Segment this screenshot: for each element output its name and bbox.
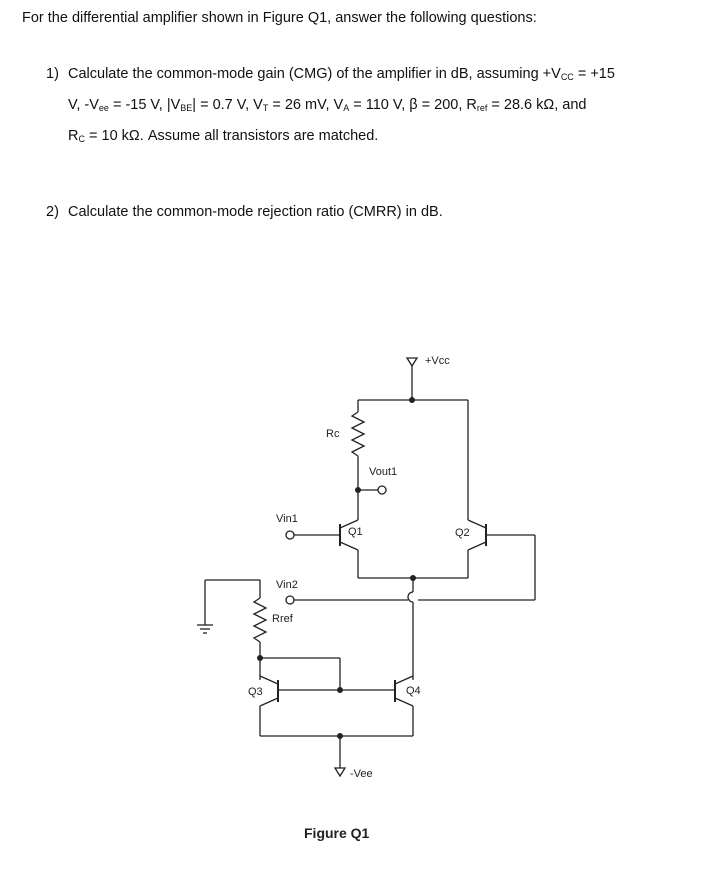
q1-l2-b: = -15 V, |V [108,97,181,113]
label-vin1: Vin1 [276,513,298,525]
q1-l2-a: V, -V [68,97,99,113]
vcc-symbol [407,358,417,366]
q1-sub-a: A [343,103,350,113]
rc-resistor [352,412,364,456]
label-q1: Q1 [348,526,363,538]
label-rc: Rc [326,428,340,440]
q1-l3-b: = 10 kΩ. Assume all transistors are matched. [84,128,379,144]
label-vcc: +Vcc [425,355,450,367]
q1-l2-e: = 110 V, β = 200, R [349,97,477,113]
intro-text: For the differential amplifier shown in Figure Q1, answer the following questions: [22,10,537,26]
node-dot [337,733,343,739]
question-1-number: 1) [46,66,59,82]
q1-l3-a: R [68,128,79,144]
q1-sub-ref: ref [476,103,488,113]
label-vin2: Vin2 [276,579,298,591]
q1-sub-c: C [78,134,85,144]
q1-line1-text: Calculate the common-mode gain (CMG) of the amplifier in dB, assuming +V [68,66,561,82]
label-vout1: Vout1 [369,466,398,478]
q1-sub-ee: ee [98,103,109,113]
rref-resistor [254,598,266,642]
label-q2: Q2 [455,527,470,539]
vout1-terminal [378,486,386,494]
q1-sub-cc: CC [560,72,574,82]
figure-caption: Figure Q1 [304,825,370,841]
q1-l2-c: | = 0.7 V, V [192,97,263,113]
vin2-terminal [286,596,294,604]
label-rref: Rref [272,613,293,625]
q1-l2-d: = 26 mV, V [268,97,344,113]
vee-symbol [335,768,345,776]
node-dot [355,487,361,493]
node-dot [409,397,415,403]
node-dot [257,655,263,661]
q1-line1-end: = +15 [573,66,615,82]
q1-sub-t: T [262,103,269,113]
question-2-text: Calculate the common-mode rejection ratio (CMRR) in dB. [68,204,443,220]
node-dot [410,575,416,581]
q1-sub-be: BE [180,103,193,113]
node-dot [337,687,343,693]
label-vee: -Vee [350,768,373,780]
label-q3: Q3 [248,686,263,698]
label-q4: Q4 [406,685,421,697]
question-2-number: 2) [46,204,59,220]
vin1-terminal [286,531,294,539]
q1-l2-f: = 28.6 kΩ, and [487,97,587,113]
